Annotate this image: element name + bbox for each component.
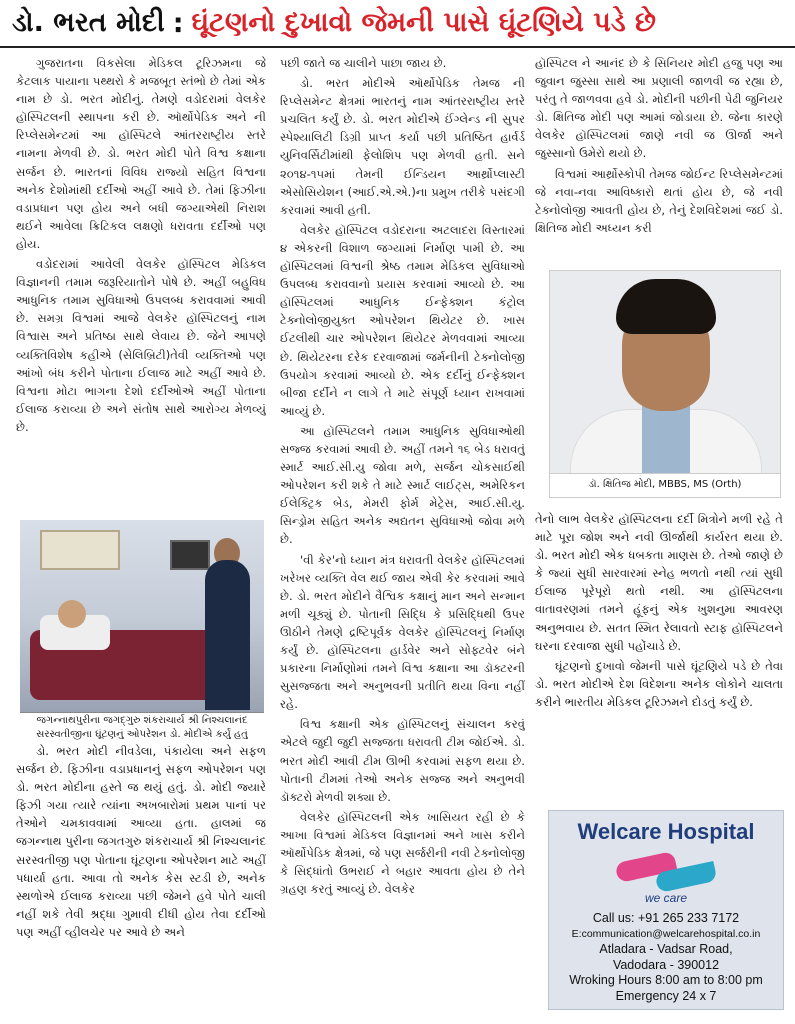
ad-tagline: we care (644, 891, 688, 905)
monitor-shape (170, 540, 210, 570)
paragraph: વડોદરામાં આવેલી વેલકેર હૉસ્પિટલ મેડિકલ વિજ્ઞાનની તમામ જરૂરિયાતોને પોષે છે. અહીં બહુવિધ આધુનિક તમામ સુવિધાઓ ઉપલબ્ધ કરાવવામાં આવી છે. સમગ્ર વિશ્વમાં આજે વેલકેર હૉસ્પિટલનું નામ વિશ્વાસ અને પ્રતિષ્ઠા સાથે લેવાય છે. જેને આપણે વ્યક્તિવિશેષ કહીએ (સેલિબ્રિટી)તેવી વ્યક્તિઓ પણ આંખો બંધ કરીને પોતાના ઈલાજ માટે અહીં આવે છે. વિશ્વના મોટા ભાગના દેશો દર્દીઓએ અહીં પોતાના ઈલાજ કરાવ્યા છે અને સંતોષ સાથે આરોગ્ય મેળવ્યું છે. (16, 257, 266, 434)
headline-name: ડો. ભરત મોદી (12, 7, 165, 38)
doctor-figure (205, 560, 250, 710)
column-1-bottom (16, 742, 266, 1018)
paragraph: ગુજરાતના વિકસેલા મેડિકલ ટૂરિઝમના જે કેટલાક પાયાના પથ્થરો કે મજબૂત સ્તંભો છે તેમાં એક નામ છે ડો. ભરત મોદીનું. તેમણે વડોદરામાં વેલકેર હૉસ્પિટલની સ્થાપના કરી છે. ઑર્થોપેડિક અને ની રિપ્લેસમેન્ટમાં આ હૉસ્પિટલે આંતરરાષ્ટ્રીય સ્તરે નામના મેળવી છે. ડો. ભરત મોદી પોતે વિશ્વ કક્ષાના સર્જન છે. ભારતનાં વિવિધ રાજ્યો સહિત વિશ્વના અનેક દેશોમાંથી દર્દીઓ અહીં આવે છે. તેમાં ફિઝીના વડાપ્રધાન પણ હોય અને બધી જગ્યાએથી નિરાશ થઈને આવેલા ક્રિટિકલ લક્ષણો ધરાવતા દર્દીઓ પણ હોય. (16, 56, 266, 251)
column-2 (280, 54, 525, 1020)
ad-hours: Wroking Hours 8:00 am to 8:00 pm (569, 973, 763, 987)
paragraph: વિશ્વમાં આર્થ્રોસ્કોપી તેમજ જોઈન્ટ રિપ્લેસમેન્ટમાં જે નવા-નવા આવિષ્કારો થતાં હોય છે, જે નવી ટેક્નોલોજી આવતી હોય છે, તેનું દેશવિદેશમાં જઈ ડો. ક્ષિતિજ મોદી અધ્યન કરી (535, 166, 783, 235)
hands-heart-logo-icon (606, 851, 726, 891)
paragraph: વિશ્વ કક્ષાની એક હૉસ્પિટલનું સંચાલન કરવું એટલે જુદી જુદી સજ્જતા ધરાવતી ટીમ જોઈએ. ડો. ભરત મોદી આવી ટીમ ઊભી કરવામાં સફળ થયા છે. પોતાની ટીમમાં તેઓ અનેક સજ્જ અને અનુભવી ડૉક્ટરો મેળવી શક્યા છે. (280, 717, 525, 804)
photo2-caption: ડૉ. ક્ષિતિજ મોદી, MBBS, MS (Orth) (549, 474, 781, 498)
shirt (642, 401, 690, 474)
doctor-portrait-photo (549, 270, 781, 474)
headline (0, 0, 795, 48)
column-3-bottom (535, 510, 783, 800)
welcare-ad (548, 810, 784, 1010)
paragraph: ઘૂંટણનો દુખાવો જેમની પાસે ઘૂંટણિયે પડે છે તેવા ડો. ભરત મોદીએ દેશ વિદેશના અનેક લોકોને ચાલતા કરીને ભારતીય મેડિકલ ટૂરિઝમને દોડતું કર્યું છે. (535, 658, 783, 709)
paragraph: 'વી કેર'નો ધ્યાન મંત્ર ધરાવતી વેલકેર હૉસ્પિટલમાં ખરેખર વ્યક્તિ વેલ થઈ જાય એવી કેર કરવામાં આવે છે. ડો. ભરત મોદીને વૈશ્વિક કક્ષાનું માન અને સન્માન મળી ચૂક્યું છે. પોતાની સિદ્ધિ કે પ્રસિદ્ધિથી ઉપર ઊઠીને તેમણે દ્રષ્ટિપૂર્વક વેલકેર હૉસ્પિટલનું નિર્માણ કર્યું છે. હૉસ્પિટલના હાર્ડવેર અને સોફ્ટવેર બંને પ્રકારના નિર્માણોમાં તમને વિશ્વ કક્ષાના આ ડૉક્ટરની સુસજ્જતા અને અનુભવની પ્રતીતિ થયા વિના નહીં રહે. (280, 552, 525, 712)
ad-phone: Call us: +91 265 233 7172 (592, 911, 740, 925)
headline-subtitle: ઘૂંટણનો દુખાવો જેમની પાસે ઘૂંટણિયે પડે છે (191, 7, 656, 38)
paragraph: ડો. ભરત મોદી નીવડેલા, પંકાયેલા અને સફળ સર્જન છે. ફિઝીના વડાપ્રધાનનું સફળ ઓપરેશન પણ ડો. ભરત મોદીના હસ્તે જ થયું હતું. ડો. મોદી જ્યારે ફિઝી ગયા ત્યારે ત્યાંના અખબારોમાં પ્રથમ પાનાં પર તેઓને ચમકાવવામાં આવ્યા હતા. હાલમાં જ જગન્નાથ પુરીના જગતગુરુ શંકરાચાર્ય શ્રી નિશ્ચલાનંદ સરસ્વતીજી પણ પોતાના ઘૂંટણના ઓપરેશન માટે અહીં પધાર્યા હતા. આવા તો અનેક કેસ સ્ટડી છે, અનેક સ્થળોએ ઈલાજ કરાવ્યા પછી જેમને હવે પોતે ચાલી નહીં શકે તેવી શ્રદ્ધા ગુમાવી દીધી હોય તેવા દર્દીઓ પણ અહીં વ્હીલચેર પર આવે છે અને (16, 744, 266, 939)
paragraph: ડો. ભરત મોદીએ ઑર્થોપેડિક તેમજ ની રિપ્લેસમેન્ટ ક્ષેત્રમાં ભારતનું નામ આંતરરાષ્ટ્રીય સ્તરે પ્રચલિત કર્યું છે. ડો. ભરત મોદીએ ઈંગ્લેન્ડ ની સુપર સ્પેશ્યાલિટી ડિગ્રી પ્રાપ્ત કર્યા પછી પ્રતિષ્ઠિત હાર્વર્ડ યુનિવર્સિટીમાંથી ફેલોશિપ પણ મેળવી હતી. સને ૨૦૧૪-૧૫માં તેમની ઈન્ડિયન આર્થ્રોપ્લાસ્ટી એસોસિયેશન (આઈ.એ.એ.)ના પ્રમુખ તરીકે પસંદગી કરવામાં આવી હતી. (280, 76, 525, 217)
headline-separator: : (172, 7, 184, 39)
ad-emergency: Emergency 24 x 7 (615, 988, 717, 1003)
patient-head (58, 600, 86, 628)
ad-brand: Welcare Hospital (577, 819, 755, 844)
ad-address-line1: Atladara - Vadsar Road, (599, 942, 733, 956)
photo1-caption: જગન્નાથપુરીના જગદ્ગુરુ શંકરાચાર્ય શ્રી નિશ્ચલાનંદ સરસ્વતીજીના ઘૂંટણનું ઓપરેશન ડો. મોદીએ કર્યું હતું (20, 712, 264, 742)
paragraph: તેનો લાભ વેલકેર હૉસ્પિટલના દર્દી મિત્રોને મળી રહે તે માટે પૂરા જોશ અને નવી ઊર્જાથી કાર્યરત થયા છે. ડો. ભરત મોદી એક ધબકતા માણસ છે. તેઓ જાણે છે કે જ્યાં સુધી સારવારમાં સ્નેહ ભળતો નથી ત્યાં સુધી ઈલાજ પૂરેપૂરો થતો નથી. આ હૉસ્પિટલના વાતાવરણમાં તમને હૂંફનું એક ખુશનુમા આવરણ અનુભવાય છે. સતત સ્મિત રેલાવતો સ્ટાફ હૉસ્પિટલને ઘરના દરવાજા સુધી પહોંચાડે છે. (535, 512, 783, 653)
paragraph: આ હૉસ્પિટલને તમામ આધુનિક સુવિધાઓથી સજ્જ કરવામાં આવી છે. અહીં તમને ૧૬ બેડ ધરાવતું સ્માર્ટ આઈ.સી.યુ જોવા મળે, સર્જન ચોકસાઈથી ઓપરેશન કરી શકે તે માટે સ્માર્ટ લાઈટ્સ, અમેરિકન ઈલેક્ટ્રિક બેડ, મેમરી ફોર્મ મેટ્રેસ, આઈ.સી.યુ. સિન્ડ્રોમ સહિત અનેક અદ્યતન સુવિધાઓ જોવા મળે છે. (280, 423, 525, 547)
surgery-patient-photo (20, 520, 264, 712)
wall-frame (40, 530, 120, 570)
paragraph: વેલકેર હૉસ્પિટલ વડોદરાના અટલાદરા વિસ્તારમાં ૪ એકરની વિશાળ જગ્યામાં નિર્માણ પામી છે. આ હૉસ્પિટલમાં વિશ્વની શ્રેષ્ઠ તમામ મેડિકલ સુવિધાઓ ઉપલબ્ધ કરાવવાનો પ્રયાસ કરવામાં આવ્યો છે. આ હૉસ્પિટલમાં આધુનિક ઈન્ફેક્શન કંટ્રોલ ટેક્નોલોજીયુક્ત ઓપરેશન થિયેટર છે. ખાસ ઈટલીથી ચાર ઓપરેશન થિયેટર મેળવવામાં આવ્યા છે. થિયેટરના દરેક દરવાજામાં જર્મનીની ટેક્નોલોજી ઉપયોગ કરવામાં આવ્યો છે. એક દર્દીનું ઈન્ફેક્શન બીજા દર્દીને ન લાગે તે માટે સંપૂર્ણ ધ્યાન રાખવામાં આવ્યું છે. (280, 222, 525, 418)
column-1-top (16, 54, 266, 524)
paragraph: વેલકેર હૉસ્પિટલની એક ખાસિયત રહી છે કે આખા વિશ્વમાં મેડિકલ વિજ્ઞાનમાં અને ખાસ કરીને ઑર્થોપેડિક ક્ષેત્રમાં, જે પણ સર્જરીની નવી ટેક્નોલોજી કે સિદ્ધાંતો ઉભરાઈ ને બહાર આવતા હોય છે તેને ગ્રહણ કરતું આવ્યું છે. વેલકેર (280, 809, 525, 897)
ad-address-line2: Vadodara - 390012 (612, 957, 720, 972)
paragraph: પછી જાતે જ ચાલીને પાછા જાય છે. (280, 56, 447, 70)
doctor-hair (616, 279, 716, 334)
paragraph: હૉસ્પિટલ ને આનંદ છે કે સિનિયર મોદી હજુ પણ આ જુવાન જુસ્સા સાથે આ પ્રણાલી જાળવી જ રહ્યા છે, પરંતુ તે જાળવવા હવે ડો. મોદીની પછીની પેઢી જુનિયર ડો. ક્ષિતિજ મોદી પણ આમાં જોડાયા છે. જેના કારણે વેલકેર હૉસ્પિટલમાં જાણે નવી જ ઊર્જા અને જુસ્સાનો ઉમેરો થયો છે. (535, 56, 783, 161)
ad-email: E:communication@welcarehospital.co.in (571, 927, 761, 940)
ad-contact-info (549, 911, 783, 1004)
column-3-top (535, 54, 783, 264)
